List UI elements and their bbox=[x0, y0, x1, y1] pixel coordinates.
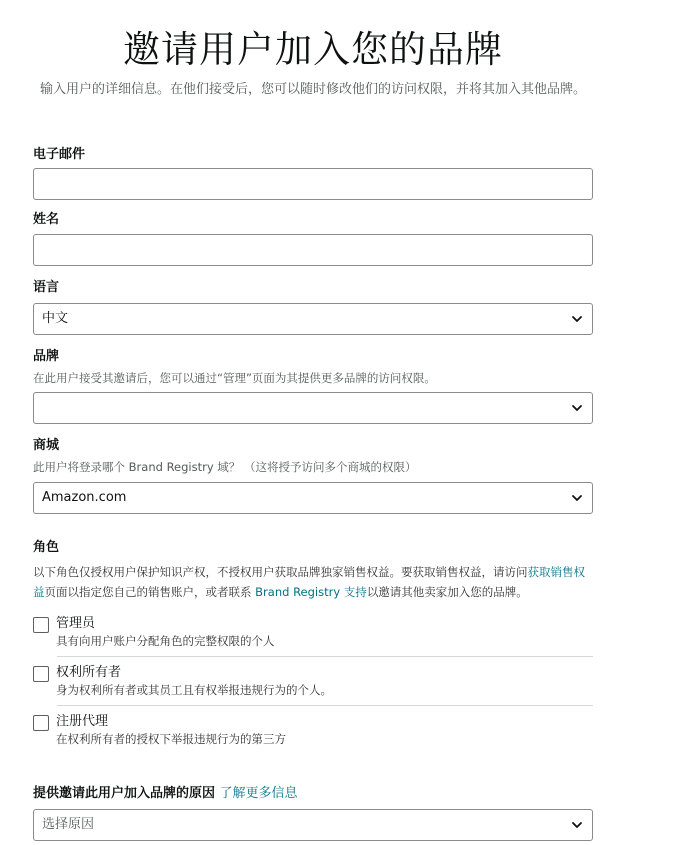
chevron-down-icon bbox=[571, 819, 583, 831]
chevron-down-icon bbox=[571, 402, 583, 414]
learn-more-link[interactable]: 了解更多信息 bbox=[219, 786, 298, 801]
chevron-down-icon bbox=[571, 313, 583, 325]
admin-checkbox[interactable] bbox=[33, 617, 49, 633]
marketplace-selected-value: Amazon.com bbox=[42, 490, 127, 505]
language-selected-value: 中文 bbox=[42, 311, 69, 326]
role-option-desc: 具有向用户账户分配角色的完整权限的个人 bbox=[56, 634, 275, 648]
reason-label-text: 提供邀请此用户加入品牌的原因 bbox=[33, 786, 216, 801]
reason-select[interactable] bbox=[33, 809, 593, 841]
brand-registry-support-link[interactable]: Brand Registry 支持 bbox=[255, 585, 367, 599]
rights-owner-checkbox[interactable] bbox=[33, 666, 49, 682]
divider bbox=[57, 705, 593, 706]
brand-label: 品牌 bbox=[33, 349, 60, 364]
marketplace-label: 商城 bbox=[33, 438, 60, 453]
roles-desc-text-2: 页面以指定您自己的销售账户，或者联系 bbox=[44, 585, 256, 599]
roles-description bbox=[33, 562, 589, 602]
page-title: 邀请用户加入您的品牌 bbox=[123, 28, 503, 71]
name-label: 姓名 bbox=[33, 212, 60, 227]
registered-agent-checkbox[interactable] bbox=[33, 715, 49, 731]
role-option-title: 管理员 bbox=[56, 616, 96, 631]
reason-placeholder: 选择原因 bbox=[42, 817, 95, 832]
brand-hint: 在此用户接受其邀请后，您可以通过“管理”页面为其提供更多品牌的访问权限。 bbox=[33, 371, 436, 385]
brand-select[interactable] bbox=[33, 392, 593, 424]
chevron-down-icon bbox=[571, 492, 583, 504]
roles-desc-text-3: 以邀请其他卖家加入您的品牌。 bbox=[366, 585, 528, 599]
email-field[interactable] bbox=[33, 168, 593, 200]
role-option-title: 注册代理 bbox=[56, 714, 109, 729]
name-field[interactable] bbox=[33, 234, 593, 266]
page-subtitle: 输入用户的详细信息。在他们接受后，您可以随时修改他们的访问权限，并将其加入其他品牌。 bbox=[39, 82, 586, 97]
role-option-desc: 身为权利所有者或其员工且有权举报违规行为的个人。 bbox=[56, 683, 332, 697]
language-select[interactable] bbox=[33, 303, 593, 335]
marketplace-select[interactable] bbox=[33, 482, 593, 514]
get-sales-rights-link[interactable]: 获取销售权益 bbox=[33, 565, 585, 599]
language-label: 语言 bbox=[33, 280, 60, 295]
role-option-title: 权利所有者 bbox=[56, 665, 122, 680]
reason-label bbox=[33, 785, 298, 803]
role-option-desc: 在权利所有者的授权下举报违规行为的第三方 bbox=[56, 732, 286, 746]
roles-desc-text-1: 以下角色仅授权用户保护知识产权，不授权用户获取品牌独家销售权益。要获取销售权益，请访问 bbox=[33, 565, 528, 579]
divider bbox=[57, 656, 593, 657]
marketplace-hint: 此用户将登录哪个 Brand Registry 域？ （这将授予访问多个商城的权限） bbox=[33, 460, 417, 474]
roles-label: 角色 bbox=[33, 540, 60, 555]
email-label: 电子邮件 bbox=[33, 147, 86, 162]
